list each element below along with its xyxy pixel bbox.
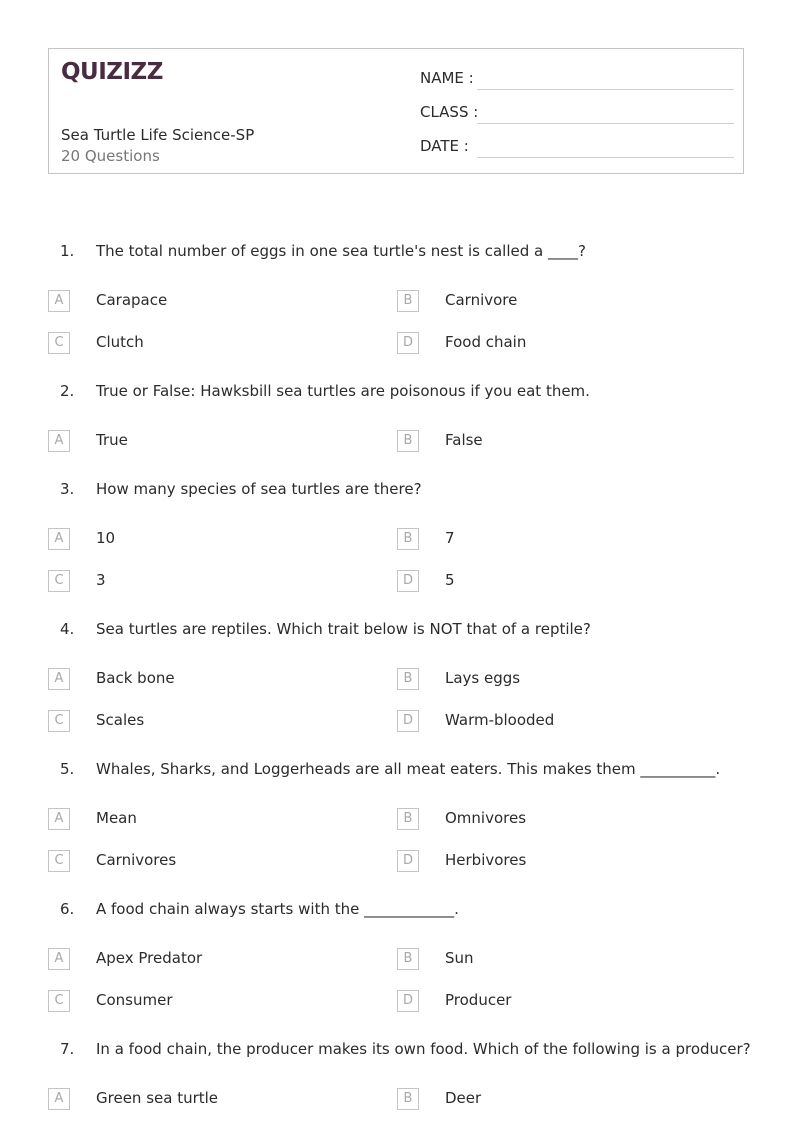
- option-letter-box: A: [48, 668, 70, 690]
- name-label: NAME :: [420, 69, 474, 87]
- question-text: In a food chain, the producer makes its own food. Which of the following is a producer?: [96, 1040, 751, 1058]
- question-text: The total number of eggs in one sea turtle's nest is called a ____?: [96, 242, 586, 260]
- option-text: Omnivores: [445, 809, 527, 827]
- option-letter-box: B: [397, 290, 419, 312]
- quizizz-logo: QUIZIZZ: [61, 59, 163, 85]
- question-number: 2.: [60, 382, 75, 400]
- option-text: Sun: [445, 949, 474, 967]
- option-letter-box: B: [397, 1088, 419, 1110]
- date-label: DATE :: [420, 137, 469, 155]
- option-letter-box: C: [48, 850, 70, 872]
- option-text: Back bone: [96, 669, 175, 687]
- option-letter-box: A: [48, 808, 70, 830]
- option-letter-box: C: [48, 990, 70, 1012]
- question-number: 6.: [60, 900, 75, 918]
- class-line: [477, 123, 734, 124]
- option-letter-box: D: [397, 850, 419, 872]
- option-letter-box: A: [48, 290, 70, 312]
- option-letter-box: A: [48, 430, 70, 452]
- question-text: A food chain always starts with the ____________.: [96, 900, 459, 918]
- class-field[interactable]: [420, 103, 734, 127]
- option-letter-box: B: [397, 528, 419, 550]
- option-text: Apex Predator: [96, 949, 203, 967]
- option-text: Mean: [96, 809, 137, 827]
- option-letter-box: C: [48, 710, 70, 732]
- option-text: Warm-blooded: [445, 711, 555, 729]
- option-letter-box: A: [48, 1088, 70, 1110]
- option-text: Deer: [445, 1089, 482, 1107]
- option-letter-box: C: [48, 570, 70, 592]
- option-text: Carapace: [96, 291, 168, 309]
- question-number: 5.: [60, 760, 75, 778]
- option-letter-box: B: [397, 668, 419, 690]
- question-text: Sea turtles are reptiles. Which trait below is NOT that of a reptile?: [96, 620, 591, 638]
- option-text: Scales: [96, 711, 145, 729]
- question-text: True or False: Hawksbill sea turtles are poisonous if you eat them.: [96, 382, 590, 400]
- worksheet-title: Sea Turtle Life Science-SP: [61, 126, 255, 144]
- option-text: 3: [96, 571, 106, 589]
- class-label: CLASS :: [420, 103, 479, 121]
- option-text: Carnivore: [445, 291, 518, 309]
- option-letter-box: C: [48, 332, 70, 354]
- option-text: Lays eggs: [445, 669, 521, 687]
- option-letter-box: D: [397, 332, 419, 354]
- option-letter-box: B: [397, 808, 419, 830]
- worksheet-header: [48, 48, 744, 174]
- option-letter-box: D: [397, 710, 419, 732]
- option-text: Consumer: [96, 991, 173, 1009]
- question-number: 1.: [60, 242, 75, 260]
- option-text: 5: [445, 571, 455, 589]
- option-text: Carnivores: [96, 851, 177, 869]
- option-letter-box: B: [397, 430, 419, 452]
- question-text: How many species of sea turtles are there?: [96, 480, 422, 498]
- question-number: 4.: [60, 620, 75, 638]
- option-text: False: [445, 431, 483, 449]
- option-text: Clutch: [96, 333, 144, 351]
- option-letter-box: A: [48, 948, 70, 970]
- name-line: [477, 89, 734, 90]
- option-letter-box: A: [48, 528, 70, 550]
- option-text: 10: [96, 529, 116, 547]
- option-text: Producer: [445, 991, 512, 1009]
- date-field[interactable]: [420, 137, 734, 161]
- question-text: Whales, Sharks, and Loggerheads are all meat eaters. This makes them __________.: [96, 760, 721, 778]
- option-text: Green sea turtle: [96, 1089, 219, 1107]
- option-text: True: [96, 431, 128, 449]
- question-number: 7.: [60, 1040, 75, 1058]
- question-number: 3.: [60, 480, 75, 498]
- option-text: Food chain: [445, 333, 527, 351]
- question-count: 20 Questions: [61, 147, 160, 165]
- option-letter-box: B: [397, 948, 419, 970]
- option-letter-box: D: [397, 990, 419, 1012]
- option-text: 7: [445, 529, 455, 547]
- date-line: [477, 157, 734, 158]
- name-field[interactable]: [420, 69, 734, 93]
- option-letter-box: D: [397, 570, 419, 592]
- option-text: Herbivores: [445, 851, 527, 869]
